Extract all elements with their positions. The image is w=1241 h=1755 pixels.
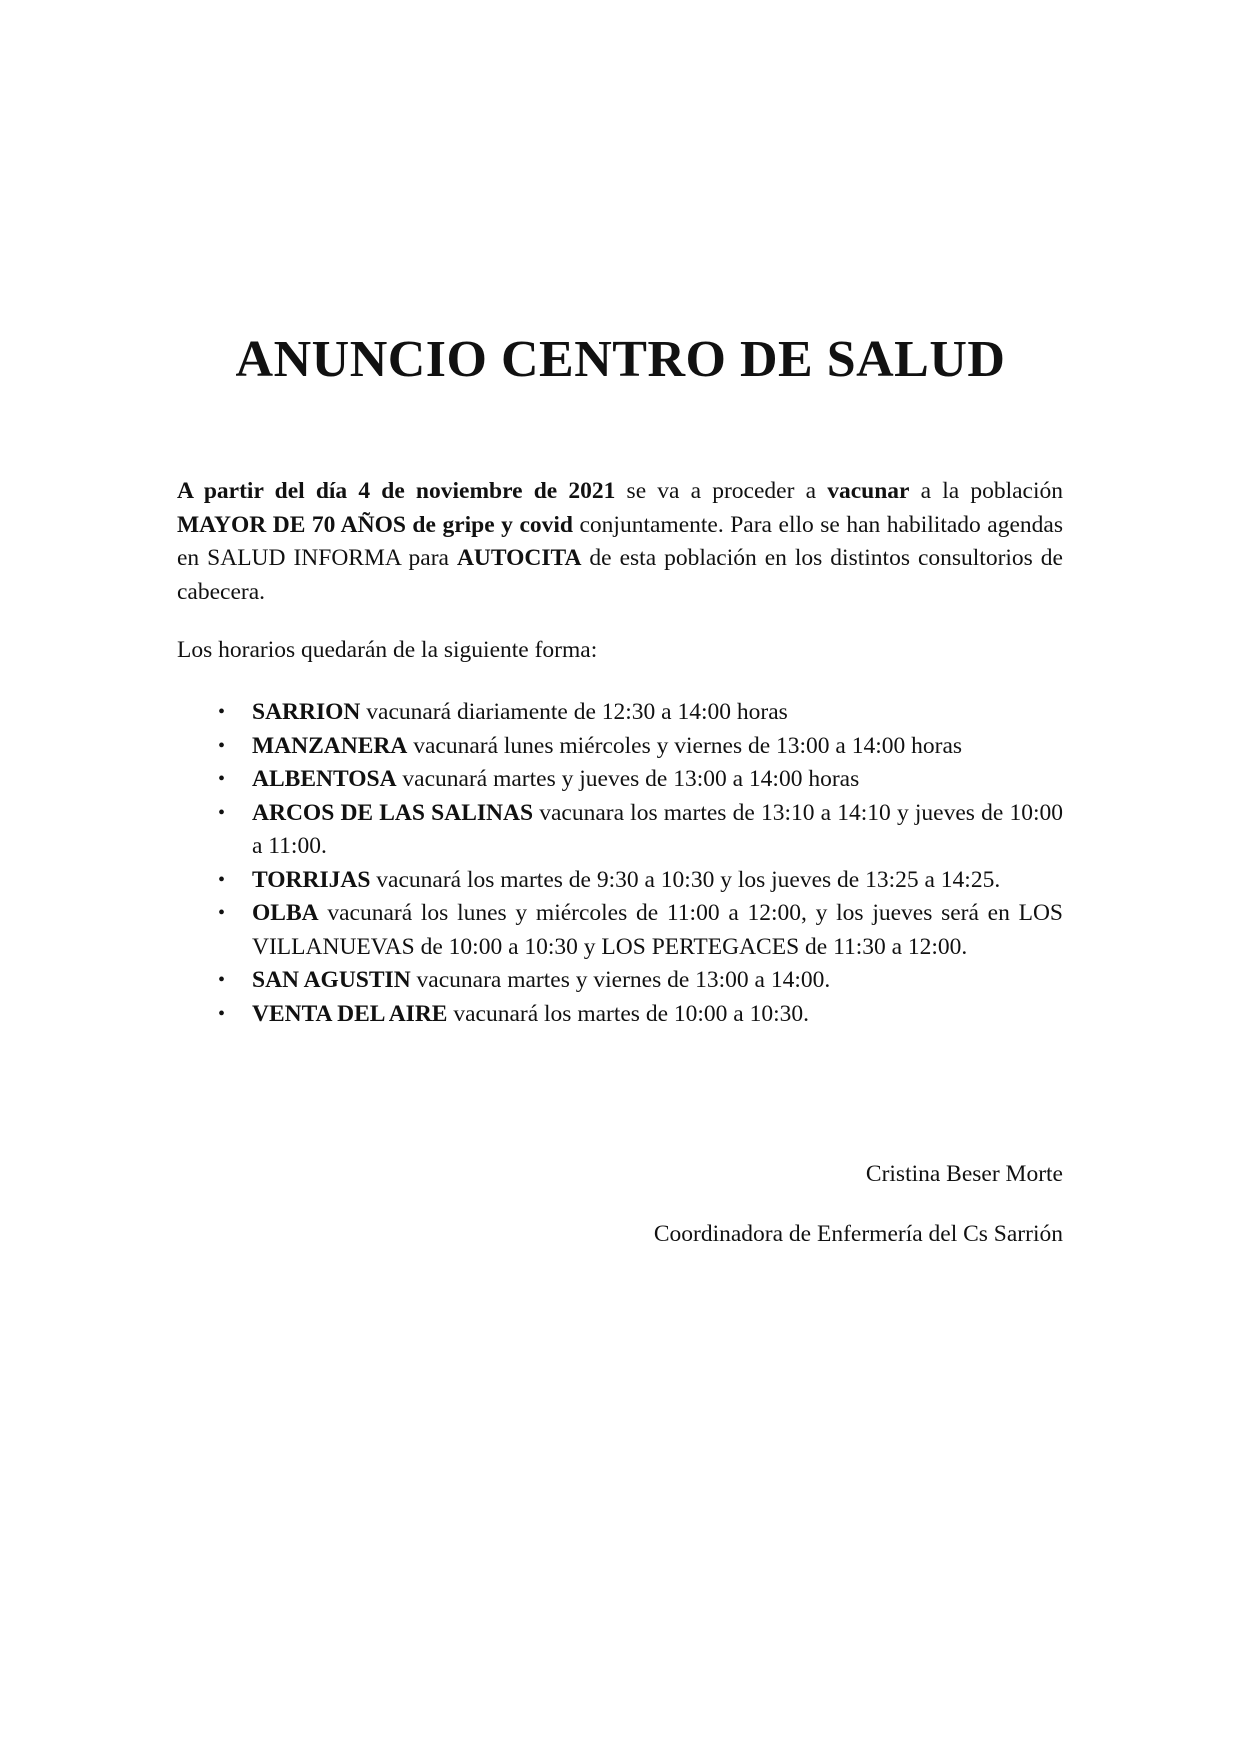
- schedule-text: vacunará los martes de 9:30 a 10:30 y los jueves de 13:25 a 14:25.: [370, 866, 1001, 893]
- schedule-place: ARCOS DE LAS SALINAS: [252, 799, 534, 826]
- signature-role: Coordinadora de Enfermería del Cs Sarrión: [653, 1221, 1063, 1247]
- list-item: [177, 696, 1063, 730]
- intro-paragraph: [177, 475, 1063, 609]
- schedule-text: vacunará los martes de 10:00 a 10:30.: [447, 1000, 809, 1027]
- intro-population: MAYOR DE 70 AÑOS de gripe y covid: [177, 511, 573, 538]
- intro-vacunar: vacunar: [827, 478, 910, 504]
- bullet-icon: •: [218, 801, 226, 824]
- bullet-icon: •: [218, 902, 226, 924]
- schedule-text: vacunará martes y jueves de 13:00 a 14:00 horas: [396, 766, 860, 792]
- intro-text-1: se va a proceder a: [615, 478, 828, 504]
- intro-text-2: a la población: [909, 478, 1064, 504]
- schedule-place: VENTA DEL AIRE: [252, 1000, 448, 1027]
- list-item: [177, 998, 1063, 1032]
- bullet-icon: •: [218, 768, 226, 790]
- signature-name: Cristina Beser Morte: [865, 1161, 1063, 1187]
- schedule-text: vacunara martes y viernes de 13:00 a 14:00.: [410, 967, 831, 993]
- intro-date: A partir del día 4 de noviembre de 2021: [177, 478, 616, 504]
- schedule-place: SARRION: [252, 699, 361, 725]
- list-item: [177, 964, 1063, 998]
- schedule-place: MANZANERA: [252, 732, 408, 759]
- bullet-icon: •: [218, 734, 226, 757]
- bullet-icon: •: [218, 868, 226, 891]
- schedule-place: TORRIJAS: [252, 866, 371, 893]
- list-item: [177, 730, 1063, 764]
- horarios-intro: Los horarios quedarán de la siguiente forma:: [177, 637, 598, 663]
- bullet-icon: •: [218, 969, 226, 991]
- schedule-list: [177, 696, 1063, 1031]
- intro-text-3: conjuntamente. Para ello se han habilitado agendas en SALUD INFORMA para: [177, 511, 1063, 571]
- intro-autocita: AUTOCITA: [456, 545, 582, 571]
- schedule-text: vacunara los martes de 13:10 a 14:10 y jueves de 10:00 a 11:00.: [252, 799, 1063, 859]
- schedule-place: SAN AGUSTIN: [252, 967, 411, 993]
- schedule-text: vacunará los lunes y miércoles de 11:00 a 12:00, y los jueves será en LOS VILLANUEVAS de 10:00 a 10:30 y LOS PERTEGACES de 11:30 a 12:00.: [252, 900, 1063, 960]
- bullet-icon: •: [218, 1002, 226, 1025]
- bullet-icon: •: [218, 701, 226, 723]
- list-item: [177, 797, 1063, 864]
- schedule-text: vacunará lunes miércoles y viernes de 13:00 a 14:00 horas: [407, 732, 963, 759]
- intro-text-4: de esta población en los distintos consultorios de cabecera.: [177, 545, 1063, 605]
- list-item: [177, 864, 1063, 898]
- list-item: [177, 763, 1063, 797]
- list-item: [177, 897, 1063, 964]
- schedule-place: OLBA: [252, 900, 319, 926]
- schedule-text: vacunará diariamente de 12:30 a 14:00 horas: [360, 699, 788, 725]
- schedule-place: ALBENTOSA: [252, 766, 397, 792]
- page-title: ANUNCIO CENTRO DE SALUD: [235, 331, 1006, 388]
